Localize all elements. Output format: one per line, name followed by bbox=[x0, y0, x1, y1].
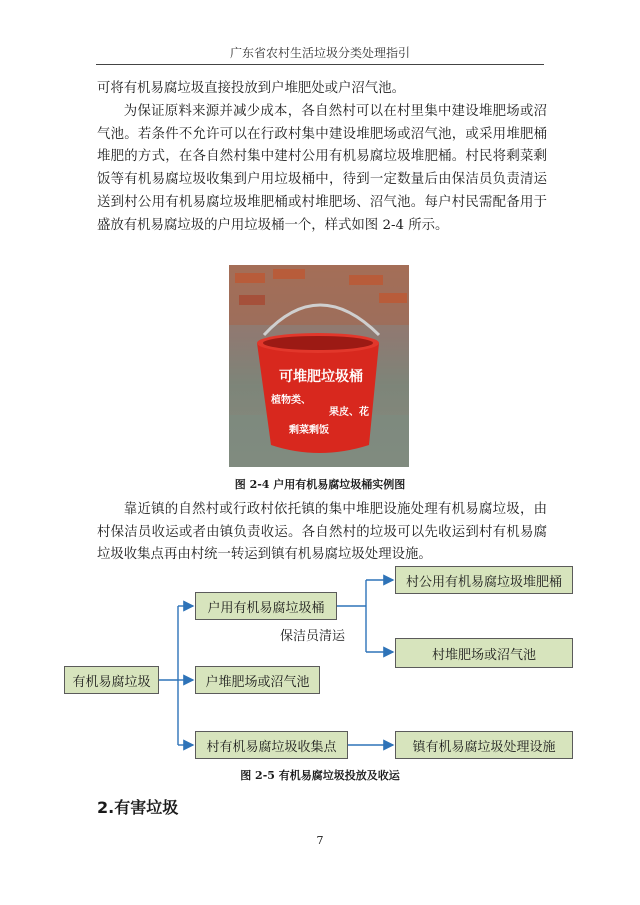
bucket-line-4: 剩菜剩饭 bbox=[289, 425, 329, 436]
figure-2-4-caption: 图 2-4 户用有机易腐垃圾桶实例图 bbox=[234, 478, 406, 491]
paragraph-3: 靠近镇的自然村或行政村依托镇的集中堆肥设施处理有机易腐垃圾，由村保洁员收运或者由镇负责收运。各自然村的垃圾可以先收运到村有机易腐垃圾收集点再由村统一转运到镇有机易腐垃圾处理设施。 bbox=[97, 502, 547, 563]
flow-node-household-compost: 户堆肥场或沼气池 bbox=[195, 666, 320, 694]
flow-node-village-compost-bin: 村公用有机易腐垃圾堆肥桶 bbox=[395, 566, 573, 594]
flow-node-household-bin: 户用有机易腐垃圾桶 bbox=[195, 592, 337, 620]
bucket-label: 可堆肥垃圾桶 bbox=[279, 369, 363, 385]
flow-node-source: 有机易腐垃圾 bbox=[64, 666, 159, 694]
edge-label-cleaner-transport: 保洁员清运 bbox=[280, 629, 346, 644]
flow-node-town-facility: 镇有机易腐垃圾处理设施 bbox=[395, 731, 573, 759]
paragraph-1: 可将有机易腐垃圾直接投放到户堆肥处或户沼气池。 bbox=[97, 81, 405, 96]
flow-node-village-collection: 村有机易腐垃圾收集点 bbox=[195, 731, 348, 759]
bucket-line-3: 果皮、花 bbox=[329, 407, 369, 418]
bucket-line-2: 植物类、 bbox=[271, 395, 311, 406]
section-title: 2.有害垃圾 bbox=[97, 798, 179, 817]
paragraph-2: 为保证原料来源并减少成本，各自然村可以在村里集中建设堆肥场或沼气池。若条件不允许可以在行政村集中建设堆肥场或沼气池，或采用堆肥桶堆肥的方式，在各自然村集中建村公用有机易腐垃圾堆肥桶。村民将剩菜剩饭等有机易腐垃圾收集到户用垃圾桶中，待到一定数量后由保洁员负责清运送到村公用有机易腐垃圾堆肥桶或村堆肥场、沼气池。每户村民需配备用于盛放有机易腐垃圾的户用垃圾桶一个，样式如图 2-4 所示。 bbox=[97, 104, 547, 233]
page-header: 广东省农村生活垃圾分类处理指引 bbox=[229, 46, 410, 60]
page-number: 7 bbox=[316, 834, 324, 847]
figure-2-5-caption: 图 2-5 有机易腐垃圾投放及收运 bbox=[240, 769, 400, 782]
flow-node-village-compost-site: 村堆肥场或沼气池 bbox=[395, 638, 573, 668]
